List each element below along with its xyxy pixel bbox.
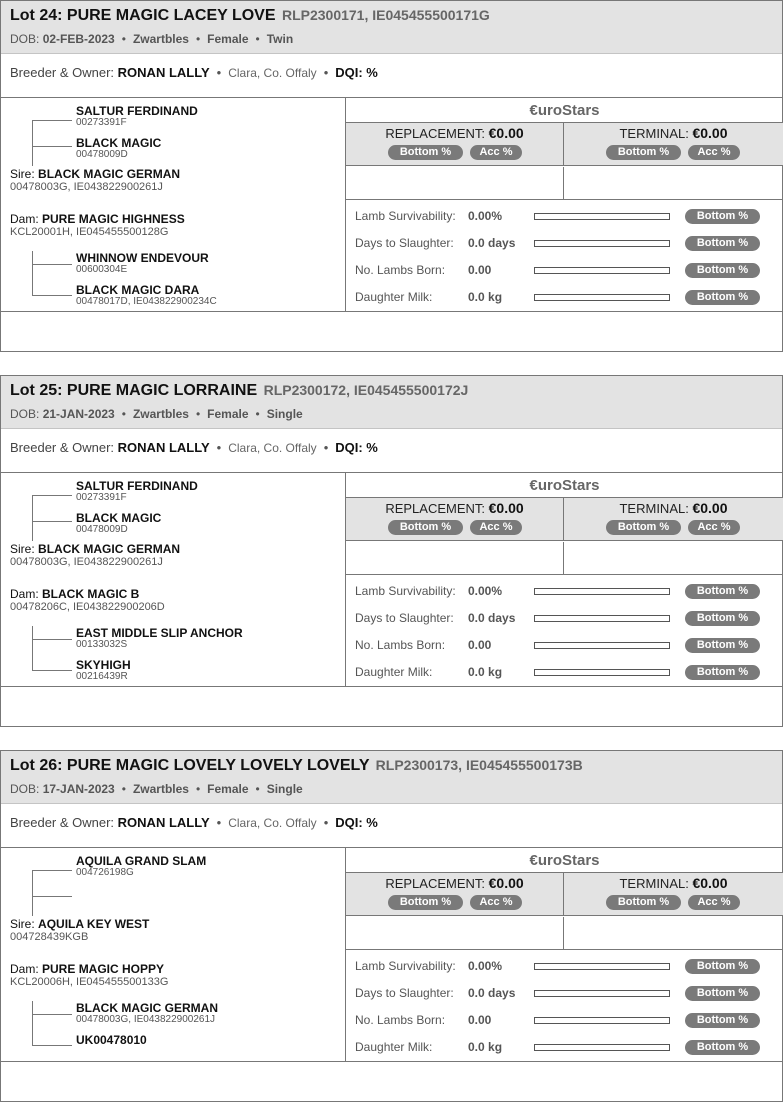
birth-type: Single [266, 782, 303, 796]
dqi: DQI: % [335, 65, 378, 80]
acc-pct-badge: Acc % [470, 895, 522, 910]
trait-label: Lamb Survivability: [355, 209, 456, 223]
bottom-pct-badge: Bottom % [685, 959, 760, 974]
replacement-index [346, 123, 564, 166]
trait-label: Lamb Survivability: [355, 959, 456, 973]
trait-bar [534, 615, 670, 622]
trait-value: 0.0 days [468, 236, 516, 250]
lot-card [0, 375, 783, 727]
bottom-pct-badge: Bottom % [606, 145, 681, 160]
bottom-pct-badge: Bottom % [606, 520, 681, 535]
trait-lambs-born [346, 261, 783, 281]
owner-name: RONAN LALLY [117, 440, 210, 455]
lot-ids: RLP2300172, IE045455500172J [263, 382, 469, 398]
bottom-pct-badge: Bottom % [685, 611, 760, 626]
trait-value: 0.0 kg [468, 290, 503, 304]
trait-daughter-milk [346, 288, 783, 308]
breed: Zwartbles [132, 782, 189, 796]
sex: Female [207, 32, 249, 46]
replacement-stars [346, 917, 564, 950]
trait-bar [534, 213, 670, 220]
dam-label: Dam: [10, 212, 39, 226]
ancestor-name: BLACK MAGIC [76, 511, 162, 525]
dob-value: 02-FEB-2023 [42, 32, 115, 46]
trait-bar [534, 1017, 670, 1024]
replacement-label: REPLACEMENT: [385, 876, 486, 891]
dam-id: KCL20001H, IE045455500128G [10, 226, 169, 238]
bottom-pct-badge: Bottom % [685, 290, 760, 305]
acc-pct-badge: Acc % [688, 895, 740, 910]
lot-ids: RLP2300171, IE045455500171G [281, 7, 490, 23]
trait-value: 0.0 kg [468, 1040, 503, 1054]
ancestor-id: 00273391F [76, 117, 127, 128]
dob-line: DOB: 02-FEB-2023 • Zwartbles • Female • Twin [10, 32, 294, 46]
ancestor-id: 00600304E [76, 264, 128, 275]
terminal-value: €0.00 [692, 500, 728, 516]
terminal-label: TERMINAL: [619, 126, 689, 141]
trait-bar [534, 294, 670, 301]
replacement-value: €0.00 [488, 125, 524, 141]
owner-line: Breeder & Owner: RONAN LALLY • Clara, Co. Offaly • DQI: % [10, 440, 378, 455]
terminal-label: TERMINAL: [619, 876, 689, 891]
sire-name: BLACK MAGIC GERMAN [38, 167, 181, 181]
lot-title [10, 757, 583, 775]
trait-bar [534, 642, 670, 649]
ancestor-id: 00273391F [76, 492, 127, 503]
trait-value: 0.00 [468, 263, 492, 277]
dam-label: Dam: [10, 962, 39, 976]
owner-name: RONAN LALLY [117, 65, 210, 80]
trait-value: 0.00% [468, 584, 503, 598]
dam-id: 00478206C, IE043822900206D [10, 601, 165, 613]
trait-bar [534, 267, 670, 274]
sire-dam [76, 137, 161, 160]
replacement-index [346, 498, 564, 541]
trait-value: 0.00 [468, 1013, 492, 1027]
trait-value: 0.00 [468, 638, 492, 652]
ancestor-id: 00478017D, IE043822900234C [76, 296, 217, 307]
trait-value: 0.0 days [468, 611, 516, 625]
owner-location: Clara, Co. Offaly [228, 66, 317, 80]
dam-sire [76, 627, 243, 650]
trait-label: Days to Slaughter: [355, 236, 454, 250]
bottom-pct-badge: Bottom % [685, 638, 760, 653]
bottom-pct-badge: Bottom % [685, 584, 760, 599]
trait-label: No. Lambs Born: [355, 638, 446, 652]
dob-value: 17-JAN-2023 [42, 782, 115, 796]
sire-id: 00478003G, IE043822900261J [10, 181, 163, 193]
ancestor-id: 00216439R [76, 671, 128, 682]
sire-id: 004728439KGB [10, 931, 89, 943]
pedigree [1, 847, 346, 1062]
sex: Female [207, 407, 249, 421]
trait-value: 0.00% [468, 209, 503, 223]
birth-type: Twin [266, 32, 294, 46]
ancestor-id: 00478009D [76, 524, 128, 535]
dob-line: DOB: 17-JAN-2023 • Zwartbles • Female • Single [10, 782, 303, 796]
lot-header [1, 376, 782, 429]
breed: Zwartbles [132, 407, 189, 421]
dqi: DQI: % [335, 815, 378, 830]
dam [10, 588, 165, 613]
dam-id: KCL20006H, IE045455500133G [10, 976, 169, 988]
eurostars-panel [346, 472, 783, 687]
dam-name: PURE MAGIC HIGHNESS [42, 212, 185, 226]
eurostars-title: €uroStars [346, 848, 783, 873]
trait-lambs-born [346, 636, 783, 656]
trait-bar [534, 669, 670, 676]
eurostars-title: €uroStars [346, 98, 783, 123]
owner-label: Breeder & Owner: [10, 440, 115, 455]
ancestor-id: 00133032S [76, 639, 128, 650]
sire [10, 918, 149, 943]
sex: Female [207, 782, 249, 796]
trait-bar [534, 1044, 670, 1051]
dam-sire [76, 1002, 218, 1025]
bottom-pct-badge: Bottom % [388, 895, 463, 910]
acc-pct-badge: Acc % [688, 145, 740, 160]
dqi: DQI: % [335, 440, 378, 455]
ancestor-id: 004726198G [76, 867, 134, 878]
sire-sire [76, 855, 206, 878]
trait-lamb-survivability [346, 957, 783, 977]
dam-dam [76, 284, 217, 307]
eurostars-title: €uroStars [346, 473, 783, 498]
replacement-label: REPLACEMENT: [385, 126, 486, 141]
pedigree [1, 97, 346, 312]
owner-line: Breeder & Owner: RONAN LALLY • Clara, Co. Offaly • DQI: % [10, 815, 378, 830]
dam [10, 213, 185, 238]
trait-lamb-survivability [346, 207, 783, 227]
lot-name: Lot 24: PURE MAGIC LACEY LOVE [10, 7, 276, 24]
ancestor-id: 00478009D [76, 149, 128, 160]
dam-sire [76, 252, 209, 275]
dob-label: DOB: [10, 782, 40, 796]
terminal-index [564, 498, 783, 541]
ancestor-name: SALTUR FERDINAND [76, 479, 198, 493]
sire [10, 543, 180, 568]
trait-bar [534, 588, 670, 595]
lot-name: Lot 26: PURE MAGIC LOVELY LOVELY LOVELY [10, 757, 370, 774]
bottom-pct-badge: Bottom % [685, 665, 760, 680]
owner-label: Breeder & Owner: [10, 65, 115, 80]
trait-bar [534, 990, 670, 997]
dob-line: DOB: 21-JAN-2023 • Zwartbles • Female • Single [10, 407, 303, 421]
sire-label: Sire: [10, 167, 35, 181]
lot-header [1, 751, 782, 804]
trait-label: Days to Slaughter: [355, 986, 454, 1000]
terminal-value: €0.00 [692, 875, 728, 891]
eurostars-panel [346, 847, 783, 1062]
owner-location: Clara, Co. Offaly [228, 441, 317, 455]
owner-location: Clara, Co. Offaly [228, 816, 317, 830]
lot-notes-area [1, 687, 782, 726]
bottom-pct-badge: Bottom % [388, 145, 463, 160]
trait-value: 0.00% [468, 959, 503, 973]
trait-label: Lamb Survivability: [355, 584, 456, 598]
pedigree [1, 472, 346, 687]
replacement-stars [346, 167, 564, 200]
dam-name: BLACK MAGIC B [42, 587, 140, 601]
lot-header [1, 1, 782, 54]
trait-lambs-born [346, 1011, 783, 1031]
replacement-index [346, 873, 564, 916]
sire-name: AQUILA KEY WEST [38, 917, 150, 931]
sire-sire [76, 480, 198, 503]
sire-sire [76, 105, 198, 128]
terminal-stars [564, 542, 783, 575]
ancestor-name: AQUILA GRAND SLAM [76, 854, 207, 868]
bottom-pct-badge: Bottom % [388, 520, 463, 535]
sire [10, 168, 180, 193]
ancestor-name: SALTUR FERDINAND [76, 104, 198, 118]
replacement-stars [346, 542, 564, 575]
ancestor-name: UK00478010 [76, 1033, 147, 1047]
ancestor-name: SKYHIGH [76, 658, 131, 672]
bottom-pct-badge: Bottom % [685, 1040, 760, 1055]
dob-value: 21-JAN-2023 [42, 407, 115, 421]
ancestor-name: BLACK MAGIC GERMAN [76, 1001, 218, 1015]
terminal-label: TERMINAL: [619, 501, 689, 516]
acc-pct-badge: Acc % [470, 520, 522, 535]
owner-line: Breeder & Owner: RONAN LALLY • Clara, Co. Offaly • DQI: % [10, 65, 378, 80]
lot-name: Lot 25: PURE MAGIC LORRAINE [10, 382, 258, 399]
trait-bar [534, 963, 670, 970]
acc-pct-badge: Acc % [688, 520, 740, 535]
birth-type: Single [266, 407, 303, 421]
lot-notes-area [1, 312, 782, 351]
bottom-pct-badge: Bottom % [606, 895, 681, 910]
owner-name: RONAN LALLY [117, 815, 210, 830]
terminal-index [564, 123, 783, 166]
trait-label: Daughter Milk: [355, 665, 433, 679]
trait-label: No. Lambs Born: [355, 263, 446, 277]
trait-bar [534, 240, 670, 247]
bottom-pct-badge: Bottom % [685, 263, 760, 278]
ancestor-name: EAST MIDDLE SLIP ANCHOR [76, 626, 243, 640]
lot-title [10, 7, 490, 25]
terminal-stars [564, 917, 783, 950]
trait-daughter-milk [346, 1038, 783, 1058]
dam-label: Dam: [10, 587, 39, 601]
sire-label: Sire: [10, 542, 35, 556]
ancestor-name: BLACK MAGIC DARA [76, 283, 200, 297]
ancestor-name: BLACK MAGIC [76, 136, 162, 150]
bottom-pct-badge: Bottom % [685, 236, 760, 251]
lot-notes-area [1, 1062, 782, 1101]
lot-title [10, 382, 468, 400]
ancestor-name: WHINNOW ENDEVOUR [76, 251, 209, 265]
trait-value: 0.0 kg [468, 665, 503, 679]
lot-ids: RLP2300173, IE045455500173B [375, 757, 583, 773]
acc-pct-badge: Acc % [470, 145, 522, 160]
trait-days-to-slaughter [346, 609, 783, 629]
dam [10, 963, 168, 988]
trait-label: No. Lambs Born: [355, 1013, 446, 1027]
trait-days-to-slaughter [346, 234, 783, 254]
trait-daughter-milk [346, 663, 783, 683]
owner-label: Breeder & Owner: [10, 815, 115, 830]
eurostars-panel [346, 97, 783, 312]
trait-days-to-slaughter [346, 984, 783, 1004]
replacement-value: €0.00 [488, 875, 524, 891]
ancestor-id: 00478003G, IE043822900261J [76, 1014, 216, 1025]
terminal-index [564, 873, 783, 916]
breed: Zwartbles [132, 32, 189, 46]
trait-value: 0.0 days [468, 986, 516, 1000]
replacement-value: €0.00 [488, 500, 524, 516]
terminal-value: €0.00 [692, 125, 728, 141]
terminal-stars [564, 167, 783, 200]
sire-name: BLACK MAGIC GERMAN [38, 542, 181, 556]
replacement-label: REPLACEMENT: [385, 501, 486, 516]
sire-dam [76, 512, 161, 535]
trait-lamb-survivability [346, 582, 783, 602]
lot-card [0, 750, 783, 1102]
trait-label: Days to Slaughter: [355, 611, 454, 625]
lot-card [0, 0, 783, 352]
trait-label: Daughter Milk: [355, 290, 433, 304]
sire-id: 00478003G, IE043822900261J [10, 556, 163, 568]
bottom-pct-badge: Bottom % [685, 1013, 760, 1028]
bottom-pct-badge: Bottom % [685, 986, 760, 1001]
dob-label: DOB: [10, 407, 40, 421]
sire-label: Sire: [10, 917, 35, 931]
dam-dam [76, 659, 131, 682]
dam-name: PURE MAGIC HOPPY [42, 962, 165, 976]
bottom-pct-badge: Bottom % [685, 209, 760, 224]
dam-dam [76, 1034, 147, 1046]
trait-label: Daughter Milk: [355, 1040, 433, 1054]
dob-label: DOB: [10, 32, 40, 46]
